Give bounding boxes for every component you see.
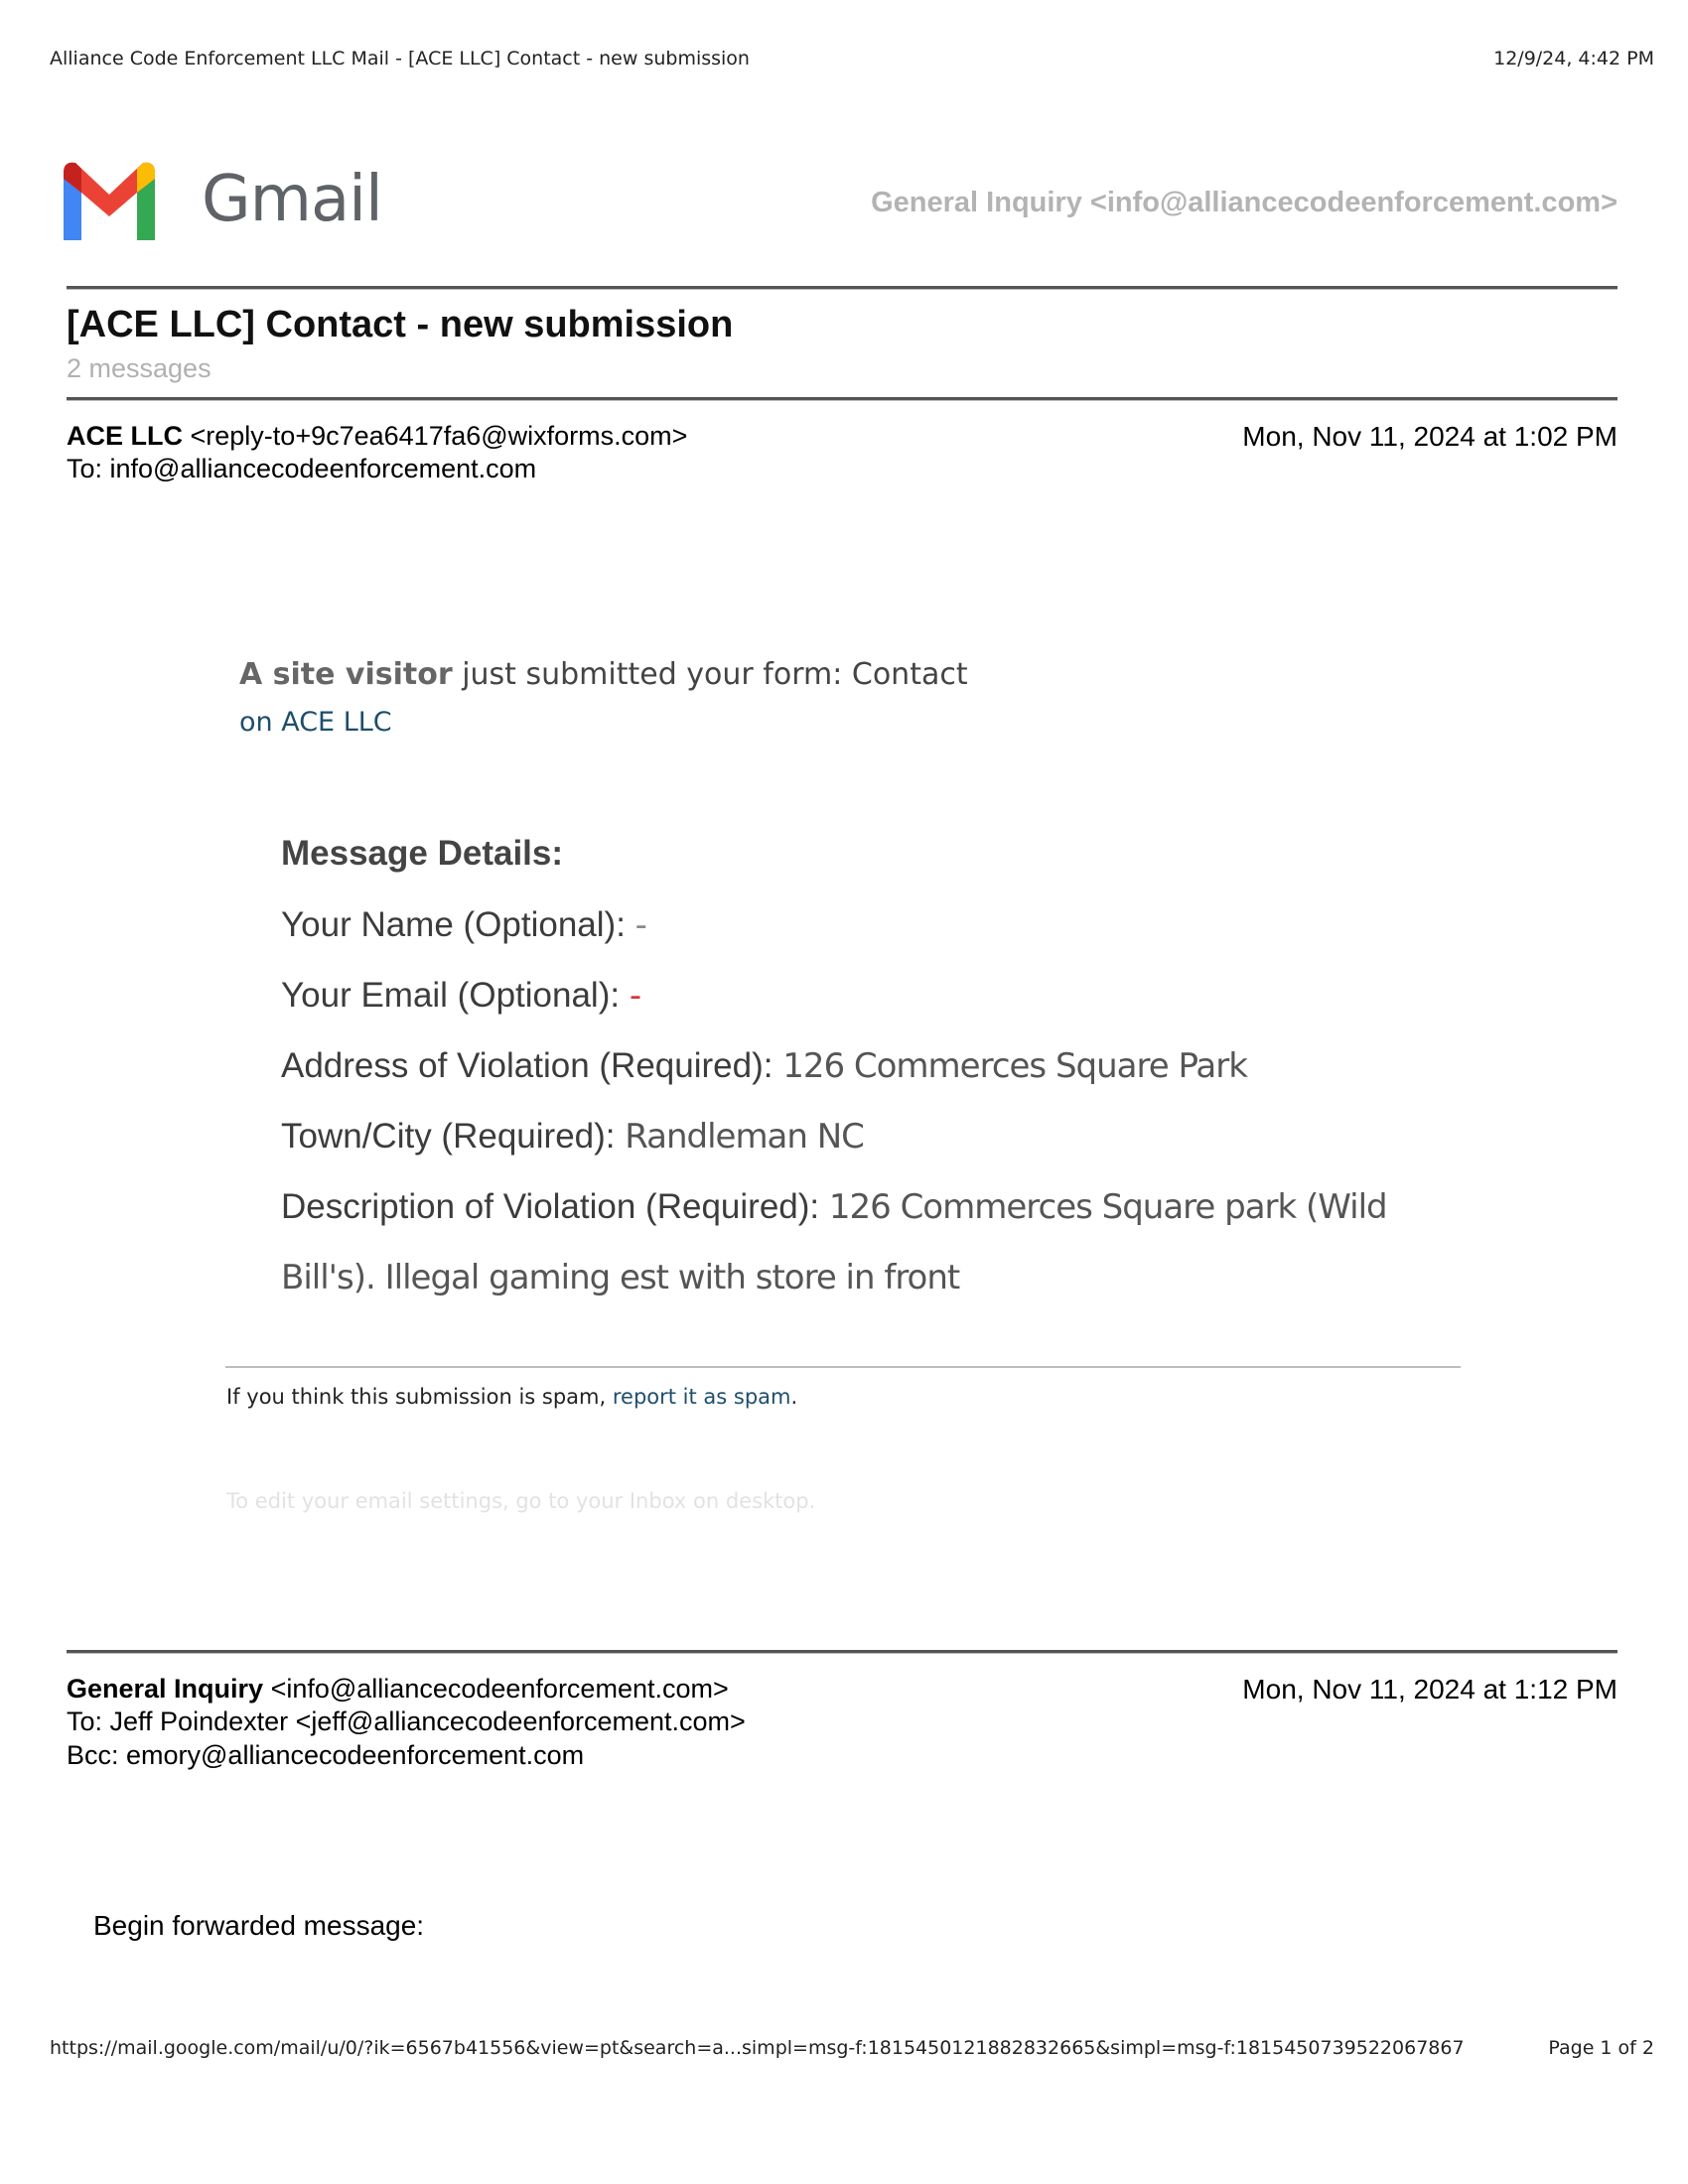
field-value: 126 Commerces Square Park: [782, 1046, 1247, 1086]
thread-header-rule: [67, 397, 1618, 401]
submission-divider: [225, 1366, 1461, 1368]
submission-site: on ACE LLC: [239, 707, 392, 738]
spam-notice: [226, 1385, 797, 1409]
field-label: Address of Violation (Required):: [281, 1046, 774, 1085]
message-count: 2 messages: [67, 353, 211, 383]
field-your-name: [281, 905, 646, 945]
field-label: Description of Violation (Required):: [281, 1187, 820, 1226]
gmail-logo-icon: [56, 157, 163, 244]
message2-to: To: Jeff Poindexter <jeff@alliancecodeenforcement.com>: [67, 1706, 746, 1736]
message1-sender-name: ACE LLC: [67, 421, 183, 451]
field-value: -: [629, 976, 641, 1016]
field-label: Town/City (Required):: [281, 1117, 616, 1156]
field-label: Your Name (Optional):: [281, 905, 626, 944]
report-spam-link[interactable]: report it as spam: [612, 1385, 791, 1409]
field-value: Randleman NC: [625, 1117, 864, 1157]
field-label: Your Email (Optional):: [281, 976, 621, 1015]
field-value: Bill's). Illegal gaming est with store in front: [281, 1258, 960, 1297]
thread-top-rule: [67, 286, 1618, 290]
message1-sender-email: <reply-to+9c7ea6417fa6@wixforms.com>: [190, 421, 688, 451]
message1-from: [67, 421, 687, 452]
message2-date: Mon, Nov 11, 2024 at 1:12 PM: [1242, 1674, 1618, 1705]
field-value: 126 Commerces Square park (Wild: [828, 1187, 1387, 1227]
field-address: [281, 1046, 1247, 1086]
submission-intro-strong: A site visitor: [239, 657, 453, 692]
message1-to: To: info@alliancecodeenforcement.com: [67, 454, 537, 483]
field-town-city: [281, 1117, 864, 1157]
message2-sender-email: <info@alliancecodeenforcement.com>: [270, 1674, 729, 1704]
submission-intro: [239, 657, 968, 692]
message2-bcc: Bcc: emory@alliancecodeenforcement.com: [67, 1740, 585, 1770]
field-value: -: [634, 905, 646, 945]
print-header-title: Alliance Code Enforcement LLC Mail - [ACE LLC] Contact - new submission: [50, 48, 750, 69]
message2-sender-name: General Inquiry: [67, 1674, 264, 1704]
spam-notice-text: If you think this submission is spam,: [226, 1385, 613, 1409]
account-label: General Inquiry <info@alliancecodeenforcement.com>: [871, 187, 1618, 218]
message2-from: [67, 1674, 729, 1705]
field-description: [281, 1187, 1387, 1227]
email-settings-note: To edit your email settings, go to your Inbox on desktop.: [226, 1489, 816, 1513]
gmail-wordmark: Gmail: [202, 163, 382, 236]
submission-intro-text: just submitted your form: Contact: [452, 657, 968, 692]
forwarded-message-label: Begin forwarded message:: [93, 1910, 425, 1941]
thread-subject: [ACE LLC] Contact - new submission: [67, 304, 734, 345]
message1-date: Mon, Nov 11, 2024 at 1:02 PM: [1242, 421, 1618, 452]
field-description-continued: [281, 1258, 959, 1297]
message-details-title: Message Details:: [281, 834, 564, 873]
print-footer-url: https://mail.google.com/mail/u/0/?ik=6567b41556&view=pt&search=a...simpl=msg-f:1815450121882832665&simpl=msg-f:1815450739522067867: [50, 2037, 1465, 2059]
print-footer-page: Page 1 of 2: [1548, 2037, 1654, 2059]
spam-notice-period: .: [790, 1385, 798, 1409]
field-your-email: [281, 976, 640, 1016]
print-header-timestamp: 12/9/24, 4:42 PM: [1493, 48, 1654, 69]
message2-rule: [67, 1650, 1618, 1654]
